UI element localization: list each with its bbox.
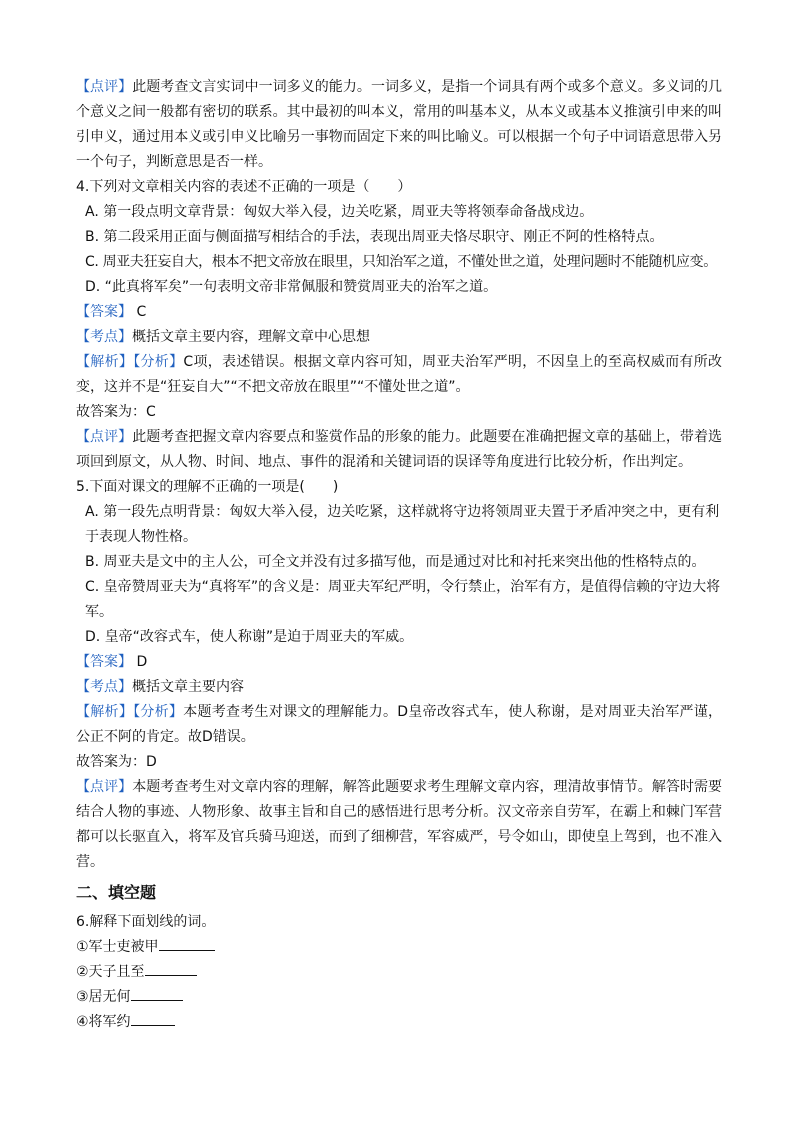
answer-blank[interactable] bbox=[159, 936, 215, 951]
q4-review bbox=[76, 425, 722, 475]
q4-stem: 4.下列对文章相关内容的表述不正确的一项是（ ） bbox=[76, 179, 412, 195]
q4-point bbox=[76, 325, 722, 350]
q5-option-a: A. 第一段先点明背景：匈奴大举入侵，边关吃紧，这样就将守边将领周亚夫置于矛盾冲突之中，更有利于表现人物性格。 bbox=[85, 504, 720, 545]
point-text: 概括文章主要内容，理解文章中心思想 bbox=[132, 329, 370, 345]
q4-answer bbox=[76, 300, 722, 325]
q6-stem: 6.解释下面划线的词。 bbox=[76, 914, 216, 930]
section-heading: 二、填空题 bbox=[76, 883, 157, 902]
q5-option-d: D. 皇帝“改容式车，使人称谢”是迫于周亚夫的军威。 bbox=[85, 629, 414, 645]
q6-item bbox=[76, 960, 722, 985]
q4-option-c: C. 周亚夫狂妄自大，根本不把文帝放在眼里，只知治军之道，不懂处世之道，处理问题时不能随机应变。 bbox=[85, 254, 717, 270]
q3-review bbox=[76, 75, 722, 175]
answer-value: C bbox=[132, 304, 147, 320]
answer-tag: 【答案】 bbox=[76, 654, 132, 670]
review-text: 此题考查文言实词中一词多义的能力。一词多义，是指一个词具有两个或多个意义。多义词的几个意义之间一般都有密切的联系。其中最初的叫本义，常用的叫基本义，从本义或基本义推演引申来的叫引申义，通过用本义或引申义比喻另一事物而固定下来的叫比喻义。可以根据一个句子中词语意思带入另一个句子，判断意思是否一样。 bbox=[76, 79, 723, 170]
q5-answer bbox=[76, 650, 722, 675]
review-tag: 【点评】 bbox=[76, 429, 133, 445]
q6-item bbox=[76, 985, 722, 1010]
point-tag: 【考点】 bbox=[76, 329, 132, 345]
q4-final-answer: 故答案为：C bbox=[76, 404, 156, 420]
review-tag: 【点评】 bbox=[76, 779, 133, 795]
q5-review bbox=[76, 775, 722, 875]
document-page bbox=[76, 75, 722, 1035]
analysis-text: C项，表述错误。根据文章内容可知，周亚夫治军严明，不因皇上的至高权威而有所改变，这并不是“狂妄自大”“不把文帝放在眼里”“不懂处世之道”。 bbox=[76, 354, 723, 395]
q6-item-text: ①军士吏被甲 bbox=[76, 939, 159, 955]
q6-item-text: ③居无何 bbox=[76, 989, 131, 1005]
review-text: 此题考查把握文章内容要点和鉴赏作品的形象的能力。此题要在准确把握文章的基础上，带着选项回到原文，从人物、时间、地点、事件的混淆和关键词语的误译等角度进行比较分析，作出判定。 bbox=[76, 429, 723, 470]
q4-option-b: B. 第二段采用正面与侧面描写相结合的手法，表现出周亚夫恪尽职守、刚正不阿的性格特点。 bbox=[85, 229, 664, 245]
answer-blank[interactable] bbox=[131, 1011, 175, 1026]
analysis-sub-tag: 【分析】 bbox=[133, 704, 184, 720]
analysis-text: 本题考查考生对课文的理解能力。D皇帝改容式车，使人称谢，是对周亚夫治军严谨，公正不阿的肯定。故D错误。 bbox=[76, 704, 723, 745]
q4-analysis bbox=[76, 350, 722, 400]
q5-analysis bbox=[76, 700, 722, 750]
q4-option-a: A. 第一段点明文章背景：匈奴大举入侵，边关吃紧，周亚夫等将领奉命备战戍边。 bbox=[85, 204, 594, 220]
answer-value: D bbox=[132, 654, 148, 670]
analysis-tag: 【解析】 bbox=[76, 704, 134, 720]
point-text: 概括文章主要内容 bbox=[132, 679, 244, 695]
analysis-sub-tag: 【分析】 bbox=[133, 354, 184, 370]
q5-option-b: B. 周亚夫是文中的主人公，可全文并没有过多描写他，而是通过对比和衬托来突出他的性格特点的。 bbox=[85, 554, 706, 570]
q6-item bbox=[76, 1010, 722, 1035]
q5-point bbox=[76, 675, 722, 700]
answer-blank[interactable] bbox=[145, 961, 197, 976]
analysis-tag: 【解析】 bbox=[76, 354, 134, 370]
q5-stem: 5.下面对课文的理解不正确的一项是( ) bbox=[76, 479, 339, 495]
answer-tag: 【答案】 bbox=[76, 304, 132, 320]
review-text: 本题考查考生对文章内容的理解，解答此题要求考生理解文章内容，理清故事情节。解答时需要结合人物的事迹、人物形象、故事主旨和自己的感悟进行思考分析。汉文帝亲自劳军，在霸上和棘门军营都可以长驱直入，将军及官兵骑马迎送，而到了细柳营，军容威严，号令如山，即使皇上驾到，也不准入营。 bbox=[76, 779, 723, 870]
q6-item-text: ②天子且至 bbox=[76, 964, 145, 980]
review-tag: 【点评】 bbox=[76, 79, 133, 95]
q4-option-d: D. “此真将军矣”一句表明文帝非常佩服和赞赏周亚夫的治军之道。 bbox=[85, 279, 498, 295]
q6-item-text: ④将军约 bbox=[76, 1014, 131, 1030]
point-tag: 【考点】 bbox=[76, 679, 132, 695]
answer-blank[interactable] bbox=[131, 986, 183, 1001]
q6-item bbox=[76, 935, 722, 960]
q5-final-answer: 故答案为：D bbox=[76, 754, 157, 770]
q5-option-c: C. 皇帝赞周亚夫为“真将军”的含义是：周亚夫军纪严明，令行禁止，治军有方，是值得信赖的守边大将军。 bbox=[85, 579, 721, 620]
